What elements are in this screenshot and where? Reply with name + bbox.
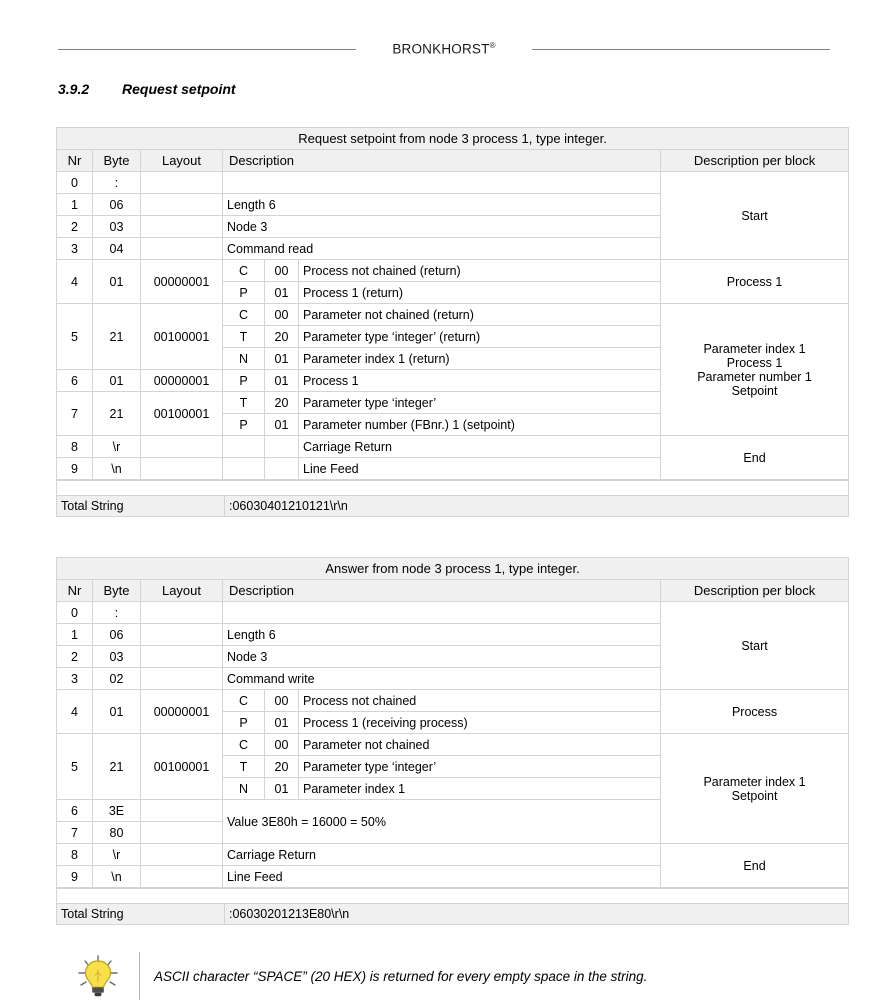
cell-hex-value bbox=[265, 436, 299, 458]
cell-byte: 21 bbox=[93, 734, 141, 800]
page-header bbox=[58, 36, 830, 62]
cell-block-description: Parameter index 1 Setpoint bbox=[661, 734, 849, 844]
cell-bit-label: N bbox=[223, 778, 265, 800]
spacer-row bbox=[57, 481, 849, 496]
cell-byte: \n bbox=[93, 866, 141, 888]
brand-name: BRONKHORST bbox=[392, 41, 490, 57]
cell-hex-value: 20 bbox=[265, 392, 299, 414]
note-box bbox=[56, 952, 848, 1000]
section-heading bbox=[58, 81, 236, 97]
note-icon-cell bbox=[56, 952, 140, 1000]
cell-description: Carriage Return bbox=[299, 436, 661, 458]
table-caption: Answer from node 3 process 1, type integer. bbox=[57, 558, 849, 580]
cell-description: Parameter index 1 bbox=[299, 778, 661, 800]
cell-hex-value: 00 bbox=[265, 690, 299, 712]
cell-nr: 3 bbox=[57, 668, 93, 690]
cell-byte: \r bbox=[93, 436, 141, 458]
cell-nr: 4 bbox=[57, 260, 93, 304]
request-setpoint-table bbox=[56, 127, 849, 480]
cell-block-description: Start bbox=[661, 172, 849, 260]
cell-hex-value: 00 bbox=[265, 260, 299, 282]
column-header-byte: Byte bbox=[93, 580, 141, 602]
cell-description: Line Feed bbox=[299, 458, 661, 480]
cell-description: Process not chained (return) bbox=[299, 260, 661, 282]
answer-table-wrapper bbox=[56, 557, 848, 925]
cell-layout: 00000001 bbox=[141, 370, 223, 392]
lightbulb-icon bbox=[75, 954, 121, 998]
cell-bit-label: N bbox=[223, 348, 265, 370]
cell-layout: 00100001 bbox=[141, 392, 223, 436]
cell-block-description: Start bbox=[661, 602, 849, 690]
column-header-layout: Layout bbox=[141, 580, 223, 602]
cell-layout bbox=[141, 216, 223, 238]
table-caption-row bbox=[57, 558, 849, 580]
cell-description: Process 1 (return) bbox=[299, 282, 661, 304]
cell-byte: 01 bbox=[93, 260, 141, 304]
cell-nr: 0 bbox=[57, 172, 93, 194]
cell-layout bbox=[141, 668, 223, 690]
cell-description: Parameter index 1 (return) bbox=[299, 348, 661, 370]
spacer-row bbox=[57, 889, 849, 904]
cell-byte: 02 bbox=[93, 668, 141, 690]
cell-hex-value: 01 bbox=[265, 282, 299, 304]
cell-bit-label: T bbox=[223, 326, 265, 348]
cell-description bbox=[223, 602, 661, 624]
header-rule-right bbox=[532, 49, 830, 50]
table-row bbox=[57, 304, 849, 326]
brand-logo bbox=[392, 41, 495, 57]
cell-bit-label: P bbox=[223, 370, 265, 392]
cell-layout bbox=[141, 646, 223, 668]
cell-byte: 04 bbox=[93, 238, 141, 260]
request-total-string-value: :06030401210121\r\n bbox=[225, 496, 849, 517]
cell-layout bbox=[141, 238, 223, 260]
cell-bit-label: C bbox=[223, 260, 265, 282]
cell-bit-label: P bbox=[223, 282, 265, 304]
cell-layout bbox=[141, 800, 223, 822]
table-header-row bbox=[57, 150, 849, 172]
column-header-byte: Byte bbox=[93, 150, 141, 172]
section-number: 3.9.2 bbox=[58, 81, 90, 97]
cell-nr: 2 bbox=[57, 646, 93, 668]
cell-nr: 9 bbox=[57, 866, 93, 888]
cell-layout bbox=[141, 844, 223, 866]
cell-nr: 5 bbox=[57, 734, 93, 800]
cell-nr: 3 bbox=[57, 238, 93, 260]
cell-byte: : bbox=[93, 602, 141, 624]
cell-byte: 01 bbox=[93, 690, 141, 734]
cell-byte: 21 bbox=[93, 304, 141, 370]
column-header-nr: Nr bbox=[57, 580, 93, 602]
column-header-description: Description bbox=[223, 580, 661, 602]
cell-layout bbox=[141, 172, 223, 194]
cell-description: Parameter not chained bbox=[299, 734, 661, 756]
cell-description: Value 3E80h = 16000 = 50% bbox=[223, 800, 661, 844]
cell-nr: 4 bbox=[57, 690, 93, 734]
cell-layout bbox=[141, 624, 223, 646]
cell-byte: 06 bbox=[93, 624, 141, 646]
cell-description: Parameter type ‘integer’ bbox=[299, 756, 661, 778]
cell-nr: 9 bbox=[57, 458, 93, 480]
cell-hex-value: 01 bbox=[265, 348, 299, 370]
column-header-block: Description per block bbox=[661, 150, 849, 172]
cell-nr: 2 bbox=[57, 216, 93, 238]
section-title: Request setpoint bbox=[122, 81, 236, 97]
cell-description: Node 3 bbox=[223, 646, 661, 668]
cell-hex-value: 01 bbox=[265, 712, 299, 734]
cell-byte: 03 bbox=[93, 646, 141, 668]
cell-nr: 1 bbox=[57, 194, 93, 216]
cell-hex-value: 01 bbox=[265, 778, 299, 800]
table-caption-row bbox=[57, 128, 849, 150]
table-row bbox=[57, 260, 849, 282]
cell-block-description: Process 1 bbox=[661, 260, 849, 304]
cell-description: Process not chained bbox=[299, 690, 661, 712]
cell-description: Carriage Return bbox=[223, 844, 661, 866]
note-text: ASCII character “SPACE” (20 HEX) is returned for every empty space in the string. bbox=[154, 968, 648, 984]
cell-layout bbox=[141, 866, 223, 888]
header-rule-left bbox=[58, 49, 356, 50]
cell-description: Length 6 bbox=[223, 194, 661, 216]
cell-block-description: End bbox=[661, 436, 849, 480]
cell-hex-value: 00 bbox=[265, 304, 299, 326]
cell-byte: 3E bbox=[93, 800, 141, 822]
cell-description: Command read bbox=[223, 238, 661, 260]
cell-nr: 0 bbox=[57, 602, 93, 624]
cell-byte: 03 bbox=[93, 216, 141, 238]
cell-bit-label: C bbox=[223, 690, 265, 712]
cell-hex-value: 01 bbox=[265, 370, 299, 392]
answer-total-string-value: :06030201213E80\r\n bbox=[225, 904, 849, 925]
cell-description: Length 6 bbox=[223, 624, 661, 646]
cell-bit-label: C bbox=[223, 304, 265, 326]
cell-layout: 00000001 bbox=[141, 260, 223, 304]
cell-hex-value: 20 bbox=[265, 756, 299, 778]
table-row bbox=[57, 690, 849, 712]
table-row bbox=[57, 734, 849, 756]
cell-bit-label bbox=[223, 458, 265, 480]
table-row bbox=[57, 172, 849, 194]
cell-byte: \n bbox=[93, 458, 141, 480]
cell-layout bbox=[141, 458, 223, 480]
cell-layout: 00100001 bbox=[141, 734, 223, 800]
cell-nr: 8 bbox=[57, 436, 93, 458]
cell-byte: 01 bbox=[93, 370, 141, 392]
request-total-string bbox=[56, 480, 849, 517]
column-header-layout: Layout bbox=[141, 150, 223, 172]
table-row bbox=[57, 436, 849, 458]
cell-nr: 6 bbox=[57, 370, 93, 392]
cell-nr: 5 bbox=[57, 304, 93, 370]
table-caption: Request setpoint from node 3 process 1, type integer. bbox=[57, 128, 849, 150]
cell-description: Command write bbox=[223, 668, 661, 690]
cell-description: Node 3 bbox=[223, 216, 661, 238]
cell-layout: 00100001 bbox=[141, 304, 223, 370]
cell-description: Process 1 (receiving process) bbox=[299, 712, 661, 734]
column-header-block: Description per block bbox=[661, 580, 849, 602]
cell-hex-value: 01 bbox=[265, 414, 299, 436]
cell-nr: 7 bbox=[57, 392, 93, 436]
cell-nr: 8 bbox=[57, 844, 93, 866]
cell-description: Parameter type ‘integer’ bbox=[299, 392, 661, 414]
answer-total-string bbox=[56, 888, 849, 925]
cell-nr: 7 bbox=[57, 822, 93, 844]
cell-byte: 80 bbox=[93, 822, 141, 844]
cell-bit-label: P bbox=[223, 414, 265, 436]
cell-nr: 6 bbox=[57, 800, 93, 822]
cell-layout bbox=[141, 436, 223, 458]
cell-description: Parameter number (FBnr.) 1 (setpoint) bbox=[299, 414, 661, 436]
cell-byte: 06 bbox=[93, 194, 141, 216]
column-header-nr: Nr bbox=[57, 150, 93, 172]
cell-description: Line Feed bbox=[223, 866, 661, 888]
column-header-description: Description bbox=[223, 150, 661, 172]
cell-bit-label bbox=[223, 436, 265, 458]
cell-hex-value: 20 bbox=[265, 326, 299, 348]
cell-byte: 21 bbox=[93, 392, 141, 436]
cell-description: Process 1 bbox=[299, 370, 661, 392]
answer-total-string-label: Total String bbox=[57, 904, 225, 925]
cell-bit-label: C bbox=[223, 734, 265, 756]
request-setpoint-table-wrapper bbox=[56, 127, 848, 517]
cell-byte: : bbox=[93, 172, 141, 194]
table-row bbox=[57, 844, 849, 866]
table-header-row bbox=[57, 580, 849, 602]
cell-byte: \r bbox=[93, 844, 141, 866]
cell-layout bbox=[141, 602, 223, 624]
cell-layout bbox=[141, 822, 223, 844]
cell-hex-value bbox=[265, 458, 299, 480]
cell-hex-value: 00 bbox=[265, 734, 299, 756]
cell-description: Parameter not chained (return) bbox=[299, 304, 661, 326]
request-total-string-label: Total String bbox=[57, 496, 225, 517]
cell-block-description: Process bbox=[661, 690, 849, 734]
cell-description bbox=[223, 172, 661, 194]
cell-bit-label: P bbox=[223, 712, 265, 734]
cell-bit-label: T bbox=[223, 392, 265, 414]
cell-layout bbox=[141, 194, 223, 216]
cell-bit-label: T bbox=[223, 756, 265, 778]
registered-mark-icon: ® bbox=[489, 41, 496, 51]
cell-description: Parameter type ‘integer’ (return) bbox=[299, 326, 661, 348]
cell-block-description: End bbox=[661, 844, 849, 888]
answer-table bbox=[56, 557, 849, 888]
cell-nr: 1 bbox=[57, 624, 93, 646]
cell-block-description: Parameter index 1 Process 1 Parameter number 1 Setpoint bbox=[661, 304, 849, 436]
cell-layout: 00000001 bbox=[141, 690, 223, 734]
table-row bbox=[57, 602, 849, 624]
